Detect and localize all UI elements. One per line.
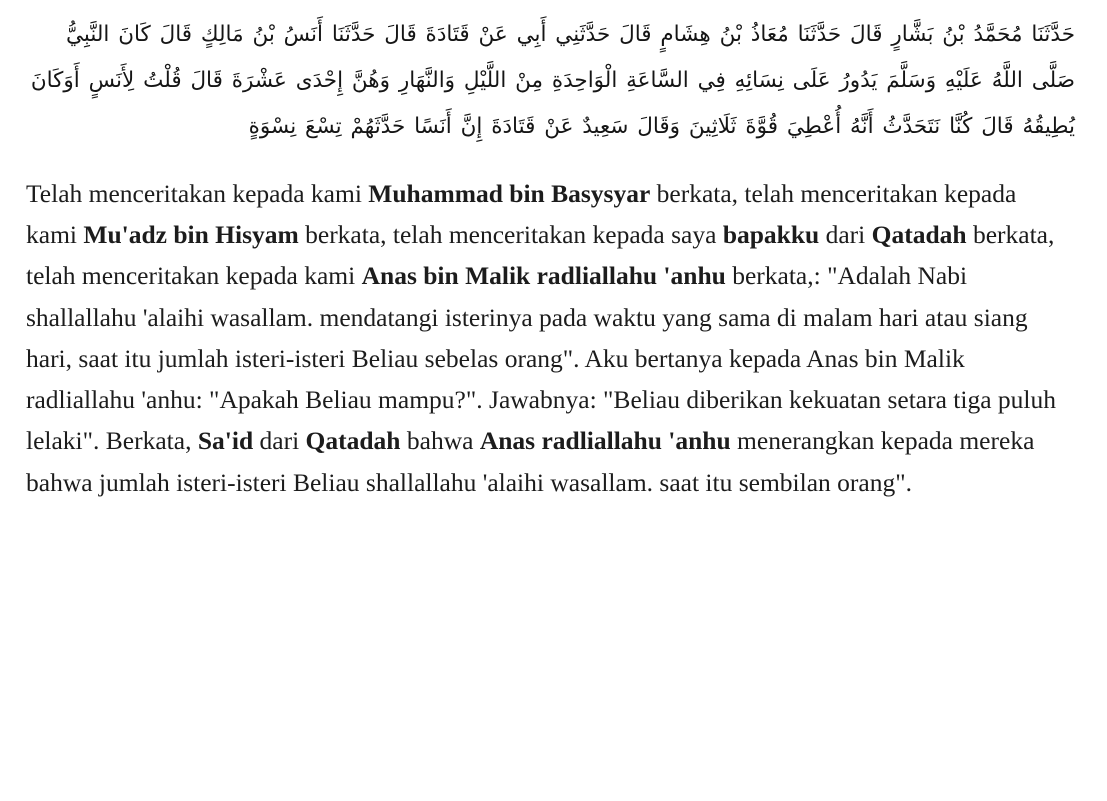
translation-segment: bahwa [400,426,480,456]
translation-segment: menerangkan kepada mereka bahwa jumlah isteri-isteri Beliau shallallahu 'alaihi wasallam. saat itu sembilan orang". [26,426,1035,497]
translation-segment: berkata,: "Adalah Nabi shallallahu 'alaihi wasallam. mendatangi isterinya pada waktu yang sama di malam hari atau siang hari, saat itu jumlah isteri-isteri Beliau sebelas orang". Aku bertanya kepada Anas bin Malik radliallahu 'anhu: "Apakah Beliau mampu?". Jawabnya: "Beliau diberikan kekuatan setara tiga puluh lelaki". Berkata, [26,261,1056,456]
translation-segment: berkata, telah menceritakan kepada kami [26,219,1055,291]
narrator-name: Anas radliallahu 'anhu [479,426,731,456]
narrator-name: Muhammad bin Basysyar [368,178,651,208]
narrator-name: Sa'id [197,426,254,456]
translation-segment: berkata, telah menceritakan kepada saya [298,219,723,249]
arabic-hadith-text: حَدَّثَنَا مُحَمَّدُ بْنُ بَشَّارٍ قَالَ حَدَّثَنَا مُعَاذُ بْنُ هِشَامٍ قَالَ حَدَّثَنِي أَبِي عَنْ قَتَادَةَ قَالَ حَدَّثَنَا أَنَسُ بْنُ مَالِكٍ قَالَ كَانَ النَّبِيُّ صَلَّى اللَّهُ عَلَيْهِ وَسَلَّمَ يَدُورُ عَلَى نِسَائِهِ فِي السَّاعَةِ الْوَاحِدَةِ مِنْ اللَّيْلِ وَالنَّهَارِ وَهُنَّ إِحْدَى عَشْرَةَ قَالَ قُلْتُ لِأَنَسٍ أَوَكَانَ يُطِيقُهُ قَالَ كُنَّا نَتَحَدَّثُ أَنَّهُ أُعْطِيَ قُوَّةَ ثَلَاثِينَ وَقَالَ سَعِيدٌ عَنْ قَتَادَةَ إِنَّ أَنَسًا حَدَّثَهُمْ تِسْعَ نِسْوَةٍ [30,22,1075,140]
translation-segment: berkata, telah menceritakan kepada kami [26,178,1017,249]
narrator-name: Anas bin Malik radliallahu 'anhu [361,261,726,291]
narrator-name: bapakku [722,219,820,249]
narrator-name: Qatadah [305,426,401,456]
indonesian-translation-text [22,173,1079,503]
translation-segment: dari [253,426,306,456]
translation-segment: dari [819,219,872,249]
narrator-name: Mu'adz bin Hisyam [83,219,299,249]
translation-segment: Telah menceritakan kepada kami [26,178,369,208]
narrator-name: Qatadah [871,219,967,249]
